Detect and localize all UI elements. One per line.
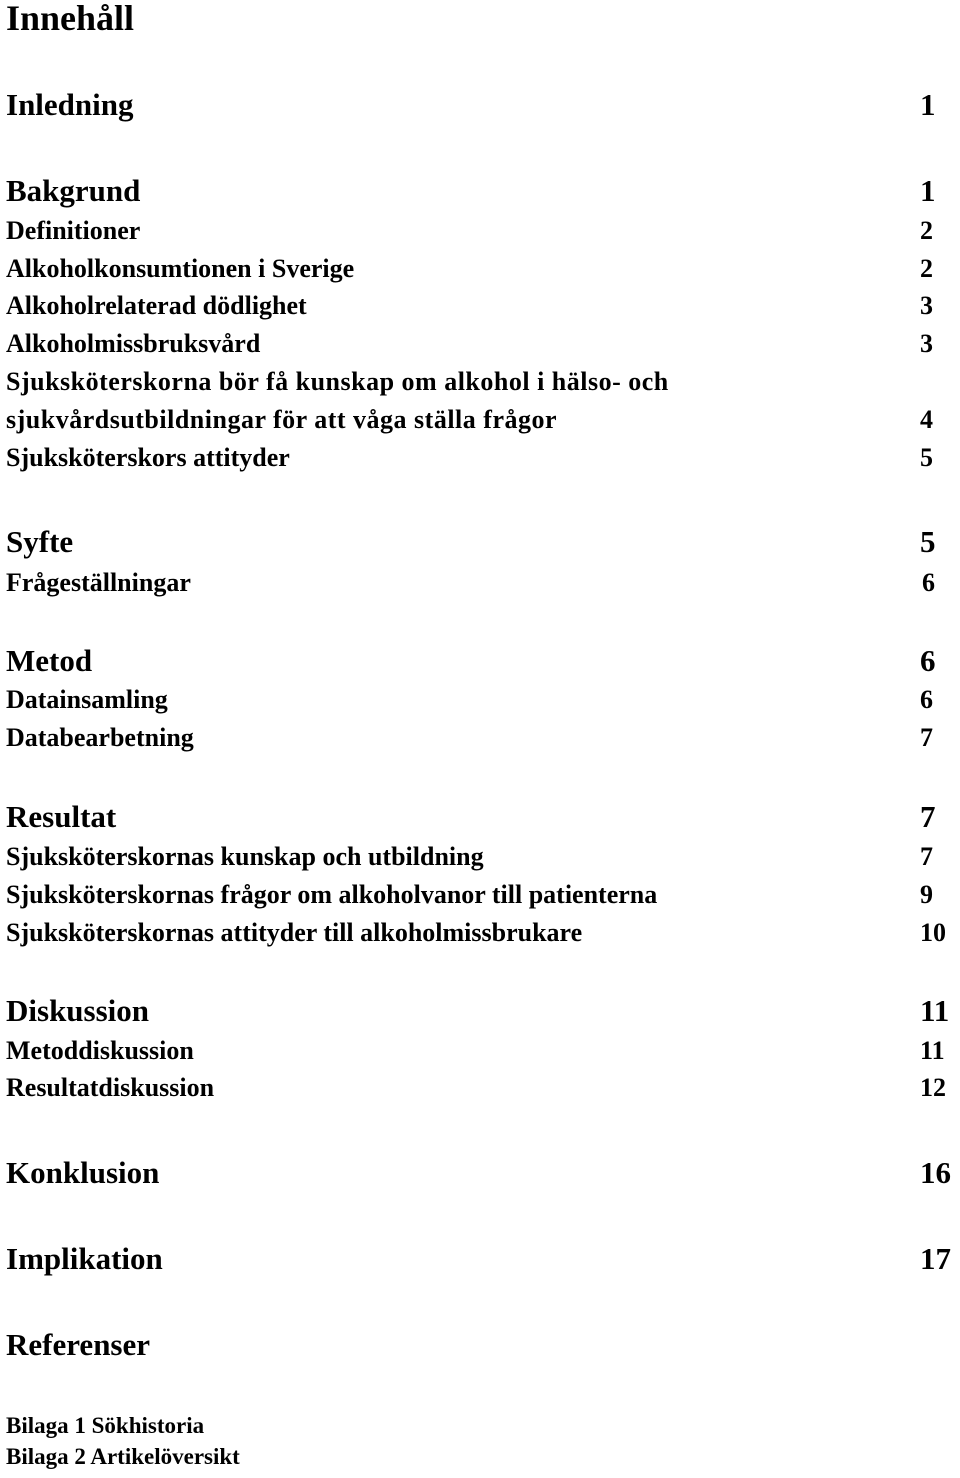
toc-entry-page: 16: [920, 1155, 951, 1190]
toc-entry-page: 1: [920, 173, 936, 208]
toc-entry-page: 17: [920, 1241, 951, 1276]
toc-entry-label: Metoddiskussion: [6, 1036, 194, 1065]
toc-entry-label: Definitioner: [6, 216, 141, 245]
toc-entry-label: Bilaga 1 Sökhistoria: [6, 1413, 205, 1438]
toc-entry-label: Syfte: [6, 524, 74, 559]
toc-entry-page: 5: [920, 524, 936, 559]
toc-entry-label: Implikation: [6, 1241, 163, 1276]
toc-entry-page: 7: [920, 842, 933, 871]
toc-entry-label: Sjuksköterskornas attityder till alkoholmissbrukare: [6, 918, 583, 947]
toc-entry-label: Diskussion: [6, 993, 150, 1028]
toc-entry-label: Sjuksköterskors attityder: [6, 443, 290, 472]
toc-entry-page: 6: [922, 568, 935, 597]
toc-entry-label: Databearbetning: [6, 723, 194, 752]
toc-entry-page: 2: [920, 254, 933, 283]
toc-entry-page: 5: [920, 443, 933, 472]
page-title: Innehåll: [6, 0, 135, 38]
toc-entry-page: 11: [920, 1036, 945, 1065]
toc-entry-page: 12: [920, 1073, 946, 1102]
toc-entry-page: 1: [920, 87, 936, 122]
toc-entry-page: 4: [920, 405, 933, 434]
toc-entry-page: 7: [920, 723, 933, 752]
toc-entry-page: 3: [920, 291, 933, 320]
toc-entry-label: Metod: [6, 643, 93, 678]
toc-entry-page: 11: [920, 993, 950, 1028]
toc-entry-label: Bilaga 2 Artikelöversikt: [6, 1444, 240, 1469]
toc-entry-page: 6: [920, 685, 933, 714]
toc-entry-label: Datainsamling: [6, 685, 168, 714]
toc-entry-label: Alkoholkonsumtionen i Sverige: [6, 254, 355, 283]
toc-entry-page: 10: [920, 918, 946, 947]
toc-entry-page: 3: [920, 329, 933, 358]
toc-entry-page: 6: [920, 643, 936, 678]
toc-entry-label: Alkoholrelaterad dödlighet: [6, 291, 307, 320]
toc-entry-label: Sjuksköterskornas kunskap och utbildning: [6, 842, 484, 871]
toc-entry-label: Resultat: [6, 799, 117, 834]
toc-entry-label: Frågeställningar: [6, 568, 191, 597]
toc-entry-label: Sjuksköterskornas frågor om alkoholvanor till patienterna: [6, 880, 658, 909]
toc-entry-label: Resultatdiskussion: [6, 1073, 215, 1102]
toc-entry-label: Sjuksköterskorna bör få kunskap om alkohol i hälso- och: [6, 367, 669, 396]
toc-entry-label: Referenser: [6, 1327, 151, 1362]
toc-entry-page: 2: [920, 216, 933, 245]
toc-entry-label: Inledning: [6, 87, 134, 122]
toc-entry-label: sjukvårdsutbildningar för att våga ställa frågor: [6, 405, 558, 434]
toc-entry-page: 7: [920, 799, 936, 834]
toc-entry-label: Alkoholmissbruksvård: [6, 329, 261, 358]
toc-entry-page: 9: [920, 880, 933, 909]
toc-entry-label: Bakgrund: [6, 173, 141, 208]
toc-entry-label: Konklusion: [6, 1155, 160, 1190]
